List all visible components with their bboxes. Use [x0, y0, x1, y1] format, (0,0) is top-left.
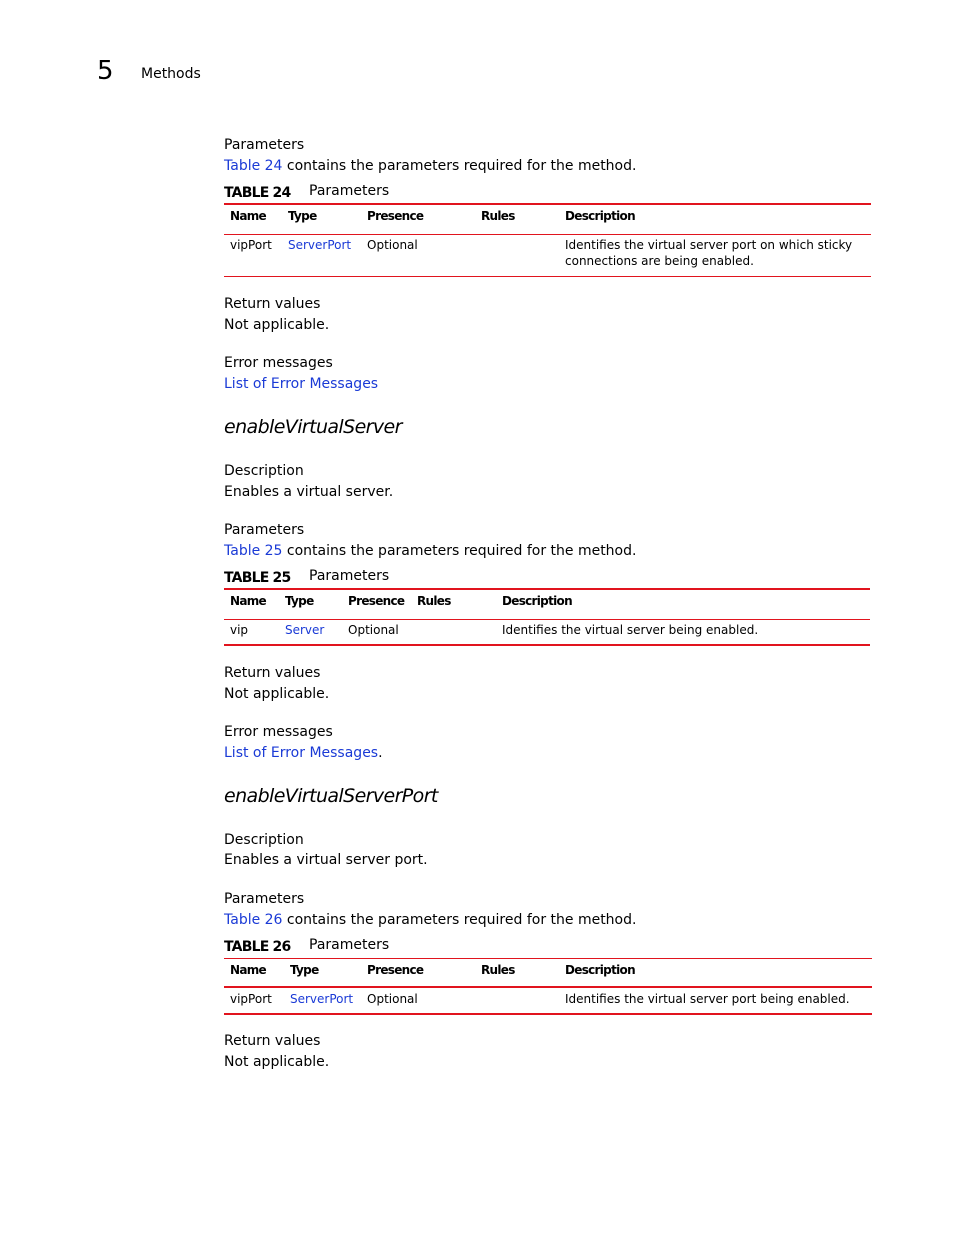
cell-name: vipPort [230, 992, 272, 1006]
cell-description-line-2: connections are being enabled. [565, 254, 754, 268]
table-header-rule [224, 619, 870, 620]
parameters-heading: Parameters [224, 137, 305, 153]
column-header-type: Type [285, 594, 314, 608]
error-messages-period: . [378, 745, 383, 761]
parameters-intro [224, 157, 636, 175]
cell-type-link[interactable]: Server [285, 623, 325, 637]
table-24-link[interactable]: Table 24 [224, 158, 283, 174]
description-text: Enables a virtual server. [224, 484, 394, 500]
table-bottom-rule [224, 1013, 872, 1015]
description-heading: Description [224, 463, 304, 479]
column-header-name: Name [230, 594, 266, 608]
return-values-text: Not applicable. [224, 686, 330, 702]
parameters-intro [224, 911, 636, 929]
cell-name: vipPort [230, 238, 272, 252]
table-bottom-rule [224, 276, 871, 277]
cell-description-line-1: Identifies the virtual server port on which sticky [565, 238, 853, 252]
column-header-description: Description [502, 594, 572, 608]
table-top-rule [224, 958, 872, 959]
error-messages-heading: Error messages [224, 724, 333, 740]
column-header-description: Description [565, 963, 635, 977]
table-26-link[interactable]: Table 26 [224, 912, 283, 928]
column-header-presence: Presence [348, 594, 405, 608]
column-header-name: Name [230, 963, 266, 977]
description-text: Enables a virtual server port. [224, 852, 428, 868]
return-values-text: Not applicable. [224, 1054, 330, 1070]
parameters-heading: Parameters [224, 522, 305, 538]
column-header-type: Type [288, 209, 317, 223]
column-header-rules: Rules [481, 963, 515, 977]
table-caption-text: Parameters [309, 937, 390, 953]
chapter-number: 5 [97, 56, 114, 86]
cell-type-link[interactable]: ServerPort [290, 992, 354, 1006]
table-label: TABLE 24 [224, 185, 291, 201]
error-messages-link[interactable]: List of Error Messages [224, 376, 379, 392]
return-values-heading: Return values [224, 296, 321, 312]
table-header-rule [224, 986, 872, 988]
table-caption-text: Parameters [309, 183, 390, 199]
method-title: enableVirtualServerPort [224, 785, 438, 807]
column-header-rules: Rules [481, 209, 515, 223]
table-caption [224, 936, 390, 956]
return-values-heading: Return values [224, 1033, 321, 1049]
table-caption [224, 182, 390, 202]
intro-text: contains the parameters required for the method. [282, 912, 637, 928]
column-header-rules: Rules [417, 594, 451, 608]
table-top-rule [224, 203, 871, 205]
chapter-title: Methods [141, 66, 201, 82]
column-header-presence: Presence [367, 963, 424, 977]
cell-description: Identifies the virtual server being enabled. [502, 623, 759, 637]
table-25-link[interactable]: Table 25 [224, 543, 283, 559]
return-values-heading: Return values [224, 665, 321, 681]
error-messages-link[interactable]: List of Error Messages [224, 745, 379, 761]
column-header-type: Type [290, 963, 319, 977]
table-bottom-rule [224, 644, 870, 646]
description-heading: Description [224, 832, 304, 848]
error-messages-line [224, 744, 383, 762]
column-header-description: Description [565, 209, 635, 223]
table-caption [224, 567, 390, 587]
parameters-intro [224, 542, 636, 560]
column-header-name: Name [230, 209, 266, 223]
cell-presence: Optional [367, 992, 418, 1006]
column-header-presence: Presence [367, 209, 424, 223]
table-top-rule [224, 588, 870, 590]
cell-description: Identifies the virtual server port being enabled. [565, 992, 850, 1006]
table-caption-text: Parameters [309, 568, 390, 584]
cell-presence: Optional [367, 238, 418, 252]
error-messages-heading: Error messages [224, 355, 333, 371]
return-values-text: Not applicable. [224, 317, 330, 333]
cell-presence: Optional [348, 623, 399, 637]
parameters-heading: Parameters [224, 891, 305, 907]
table-header-rule [224, 234, 871, 235]
table-label: TABLE 26 [224, 939, 291, 955]
cell-name: vip [230, 623, 249, 637]
cell-type-link[interactable]: ServerPort [288, 238, 352, 252]
intro-text: contains the parameters required for the method. [282, 158, 637, 174]
table-label: TABLE 25 [224, 570, 291, 586]
intro-text: contains the parameters required for the method. [282, 543, 637, 559]
method-title: enableVirtualServer [224, 416, 402, 438]
